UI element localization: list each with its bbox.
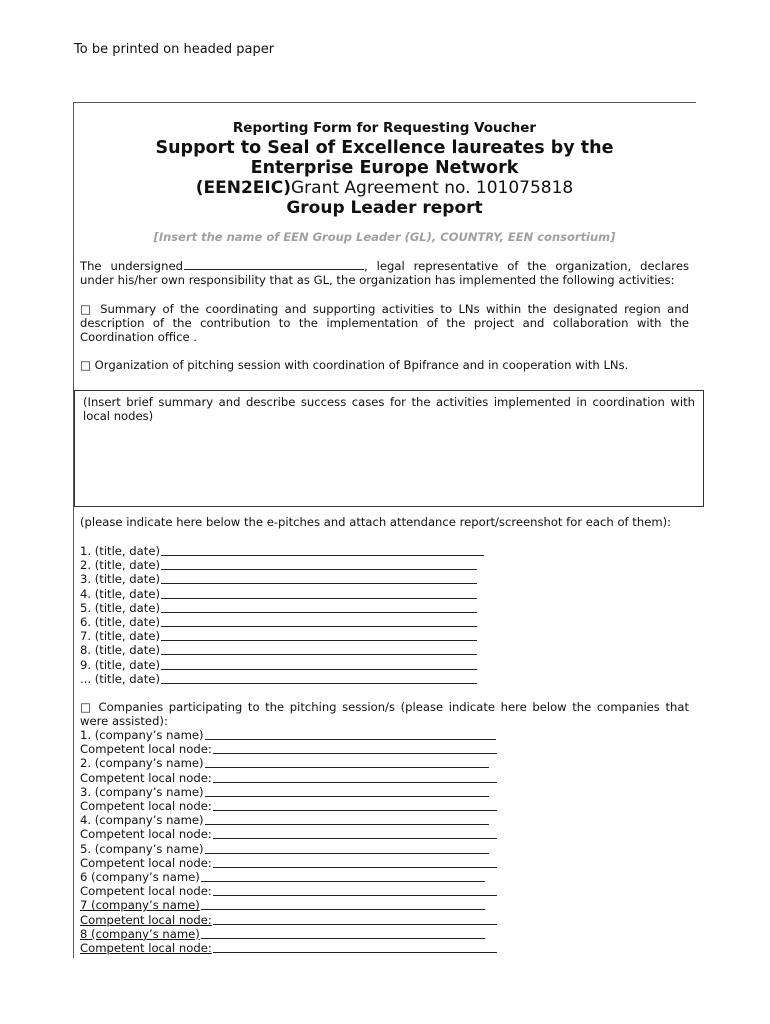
- list-item: [80, 827, 497, 841]
- form-title: [80, 138, 689, 178]
- form-title-line2: Enterprise Europe Network: [250, 158, 519, 178]
- epitch-field[interactable]: [161, 572, 477, 584]
- company-name-field[interactable]: [205, 756, 489, 768]
- list-item: [80, 927, 497, 941]
- local-node-field[interactable]: [213, 742, 497, 754]
- epitch-label: 4. (title, date): [80, 586, 160, 601]
- list-item: [80, 756, 497, 770]
- local-node-label: Competent local node:: [80, 742, 212, 757]
- company-name-field[interactable]: [205, 728, 496, 740]
- gl-name-placeholder[interactable]: [Insert the name of EEN Group Leader (GL), COUNTRY, EEN consortium]: [153, 230, 616, 244]
- epitch-field[interactable]: [161, 658, 477, 670]
- local-node-label: Competent local node:: [80, 941, 212, 956]
- company-name-field[interactable]: [205, 842, 489, 854]
- list-item: [80, 884, 497, 898]
- epitch-label: ... (title, date): [80, 671, 160, 686]
- local-node-field[interactable]: [213, 913, 497, 925]
- list-item: [80, 558, 484, 572]
- epitch-field[interactable]: [161, 629, 477, 641]
- header-note: To be printed on headed paper: [74, 42, 275, 57]
- local-node-label: Competent local node:: [80, 884, 212, 899]
- epitch-label: 5. (title, date): [80, 600, 160, 615]
- local-node-field[interactable]: [213, 856, 497, 868]
- local-node-label: Competent local node:: [80, 912, 212, 927]
- companies-checkbox-item[interactable]: □ Companies participating to the pitching session/s (please indicate here below the companies that were assisted):: [80, 700, 689, 729]
- activity-pitching-checkbox-item[interactable]: □ Organization of pitching session with coordination of Bpifrance and in cooperation with LNs.: [80, 358, 629, 372]
- epitch-field[interactable]: [161, 615, 477, 627]
- company-name-label: 5. (company’s name): [80, 841, 204, 856]
- declaration-text: , legal representative of the organization, declares under his/her own responsibility that as GL, the organization has implemented the following activities:: [80, 259, 689, 288]
- epitch-label: 9. (title, date): [80, 657, 160, 672]
- grant-program: (EEN2EIC): [195, 178, 291, 198]
- list-item: [80, 913, 497, 927]
- epitch-field[interactable]: [161, 587, 477, 599]
- list-item: [80, 742, 497, 756]
- frame-left-rule: [73, 102, 74, 958]
- declaration-prefix: The undersigned: [80, 259, 183, 273]
- local-node-label: Competent local node:: [80, 827, 212, 842]
- form-subtitle: Reporting Form for Requesting Voucher: [232, 120, 537, 136]
- list-item: [80, 601, 484, 615]
- local-node-field[interactable]: [213, 771, 497, 783]
- list-item: [80, 643, 484, 657]
- local-node-field[interactable]: [213, 941, 497, 953]
- epitch-field[interactable]: [161, 544, 484, 556]
- epitches-intro: (please indicate here below the e-pitches and attach attendance report/screenshot for each of them):: [80, 515, 672, 529]
- company-name-label: 6 (company’s name): [80, 870, 200, 885]
- list-item: [80, 813, 497, 827]
- list-item: [80, 856, 497, 870]
- epitch-field[interactable]: [161, 672, 477, 684]
- list-item: [80, 898, 497, 912]
- company-name-label: 4. (company’s name): [80, 813, 204, 828]
- company-name-label: 3. (company’s name): [80, 784, 204, 799]
- list-item: [80, 799, 497, 813]
- list-item: [80, 572, 484, 586]
- list-item: [80, 842, 497, 856]
- company-name-label: 1. (company’s name): [80, 728, 204, 742]
- epitch-field[interactable]: [161, 558, 477, 570]
- epitch-list: [80, 544, 484, 686]
- company-name-label: 8 (company’s name): [80, 926, 200, 941]
- epitch-label: 8. (title, date): [80, 643, 160, 658]
- epitch-label: 3. (title, date): [80, 572, 160, 587]
- local-node-field[interactable]: [213, 884, 497, 896]
- list-item: [80, 658, 484, 672]
- activity-summary-checkbox-item[interactable]: □ Summary of the coordinating and supporting activities to LNs within the designated region and description of the contribution to the implementation of the project and collaboration with the Coordination office .: [80, 302, 689, 345]
- summary-text-box[interactable]: [74, 390, 704, 507]
- company-name-label: 7 (company’s name): [80, 898, 200, 913]
- list-item: [80, 544, 484, 558]
- local-node-label: Competent local node:: [80, 855, 212, 870]
- company-name-field[interactable]: [201, 927, 485, 939]
- local-node-label: Competent local node:: [80, 770, 212, 785]
- summary-box-instructions: (Insert brief summary and describe success cases for the activities implemented in coordination with local nodes): [83, 395, 695, 424]
- frame-top-rule: [74, 102, 696, 103]
- list-item: [80, 785, 497, 799]
- list-item: [80, 941, 497, 955]
- local-node-label: Competent local node:: [80, 799, 212, 814]
- grant-number: Grant Agreement no. 101075818: [290, 178, 574, 198]
- list-item: [80, 672, 484, 686]
- list-item: [80, 615, 484, 629]
- company-name-field[interactable]: [201, 870, 485, 882]
- company-list: [80, 728, 497, 955]
- company-name-field[interactable]: [201, 898, 485, 910]
- form-title-line1: Support to Seal of Excellence laureates by the: [155, 138, 614, 158]
- list-item: [80, 870, 497, 884]
- list-item: [80, 728, 497, 742]
- epitch-label: 2. (title, date): [80, 558, 160, 573]
- company-name-label: 2. (company’s name): [80, 756, 204, 771]
- declaration-paragraph: [80, 258, 689, 287]
- epitch-field[interactable]: [161, 643, 477, 655]
- epitch-label: 1. (title, date): [80, 544, 160, 558]
- undersigned-name-field[interactable]: [184, 258, 364, 270]
- epitch-label: 7. (title, date): [80, 629, 160, 644]
- report-title: Group Leader report: [286, 198, 483, 218]
- list-item: [80, 587, 484, 601]
- company-name-field[interactable]: [205, 785, 489, 797]
- list-item: [80, 771, 497, 785]
- epitch-field[interactable]: [161, 601, 477, 613]
- list-item: [80, 629, 484, 643]
- company-name-field[interactable]: [205, 813, 489, 825]
- local-node-field[interactable]: [213, 827, 497, 839]
- grant-agreement: [80, 178, 689, 198]
- epitch-label: 6. (title, date): [80, 615, 160, 630]
- local-node-field[interactable]: [213, 799, 497, 811]
